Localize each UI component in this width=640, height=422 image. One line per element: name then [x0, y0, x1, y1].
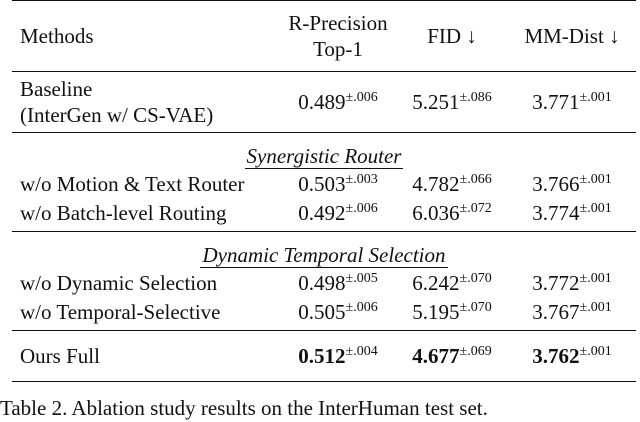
r-precision-pm: ±.006 — [345, 200, 378, 216]
baseline-fid — [396, 72, 508, 133]
r-precision-value: 0.505 — [298, 299, 346, 324]
baseline-fid-value: 5.251 — [412, 90, 460, 114]
full-fid-pm: ±.069 — [459, 343, 492, 359]
baseline-method — [12, 72, 280, 133]
header-mm-dist: MM-Dist ↓ — [524, 24, 620, 48]
ablation-table-container — [12, 0, 636, 382]
mm-dist-pm: ±.001 — [579, 299, 612, 315]
section-title-row — [12, 133, 636, 170]
row-mm-dist — [508, 169, 636, 198]
full-fid — [396, 331, 508, 382]
row-mm-dist — [508, 198, 636, 232]
fid-value: 6.036 — [412, 200, 460, 225]
baseline-r-precision-pm: ±.006 — [345, 90, 378, 105]
fid-pm: ±.072 — [459, 200, 492, 216]
baseline-name-line2: (InterGen w/ CS-VAE) — [20, 103, 214, 127]
row-r-precision — [280, 198, 396, 232]
row-mm-dist — [508, 268, 636, 297]
full-mm-dist-pm: ±.001 — [579, 343, 612, 359]
r-precision-pm: ±.006 — [345, 299, 378, 315]
header-r-precision-line1: R-Precision — [288, 11, 388, 35]
row-method: w/o Dynamic Selection — [20, 270, 218, 295]
row-fid — [396, 297, 508, 331]
section-title: Dynamic Temporal Selection — [202, 243, 446, 267]
mm-dist-value: 3.772 — [532, 270, 580, 295]
mm-dist-value: 3.766 — [532, 171, 580, 196]
row-r-precision — [280, 268, 396, 297]
fid-pm: ±.070 — [459, 270, 492, 286]
row-r-precision — [280, 297, 396, 331]
header-r-precision-line2: Top-1 — [313, 37, 363, 61]
full-mm-dist — [508, 331, 636, 382]
section-title-row — [12, 232, 636, 269]
full-method: Ours Full — [20, 343, 100, 368]
baseline-row — [12, 72, 636, 133]
table-row — [12, 169, 636, 198]
table-row — [12, 198, 636, 232]
fid-value: 6.242 — [412, 270, 460, 295]
header-row — [12, 1, 636, 72]
row-fid — [396, 198, 508, 232]
baseline-r-precision — [280, 72, 396, 133]
full-r-precision — [280, 331, 396, 382]
ablation-table — [12, 0, 636, 382]
baseline-r-precision-value: 0.489 — [298, 90, 346, 114]
row-fid — [396, 268, 508, 297]
table-row — [12, 268, 636, 297]
full-model-row — [12, 331, 636, 382]
baseline-name-line1: Baseline — [20, 77, 93, 101]
table-row — [12, 297, 636, 331]
header-fid: FID ↓ — [427, 24, 477, 48]
mm-dist-value: 3.767 — [532, 299, 580, 324]
full-mm-dist-value: 3.762 — [532, 343, 580, 368]
header-methods: Methods — [20, 24, 94, 48]
row-r-precision — [280, 169, 396, 198]
row-method: w/o Batch-level Routing — [20, 200, 227, 225]
fid-value: 4.782 — [412, 171, 460, 196]
baseline-mm-dist — [508, 72, 636, 133]
baseline-fid-pm: ±.086 — [459, 90, 492, 105]
full-r-precision-value: 0.512 — [298, 343, 346, 368]
r-precision-value: 0.498 — [298, 270, 346, 295]
full-fid-value: 4.677 — [412, 343, 460, 368]
mm-dist-value: 3.774 — [532, 200, 580, 225]
mm-dist-pm: ±.001 — [579, 200, 612, 216]
baseline-mm-dist-pm: ±.001 — [579, 90, 612, 105]
header-r-precision — [280, 1, 396, 72]
mm-dist-pm: ±.001 — [579, 270, 612, 286]
table-caption: Table 2. Ablation study results on the InterHuman test set. — [0, 396, 488, 420]
baseline-mm-dist-value: 3.771 — [532, 90, 580, 114]
fid-value: 5.195 — [412, 299, 460, 324]
fid-pm: ±.070 — [459, 299, 492, 315]
row-fid — [396, 169, 508, 198]
row-method: w/o Temporal-Selective — [20, 299, 221, 324]
r-precision-value: 0.503 — [298, 171, 346, 196]
full-r-precision-pm: ±.004 — [345, 343, 378, 359]
r-precision-value: 0.492 — [298, 200, 346, 225]
fid-pm: ±.066 — [459, 171, 492, 187]
r-precision-pm: ±.005 — [345, 270, 378, 286]
mm-dist-pm: ±.001 — [579, 171, 612, 187]
r-precision-pm: ±.003 — [345, 171, 378, 187]
row-method: w/o Motion & Text Router — [20, 171, 245, 196]
section-title: Synergistic Router — [246, 144, 402, 168]
row-mm-dist — [508, 297, 636, 331]
